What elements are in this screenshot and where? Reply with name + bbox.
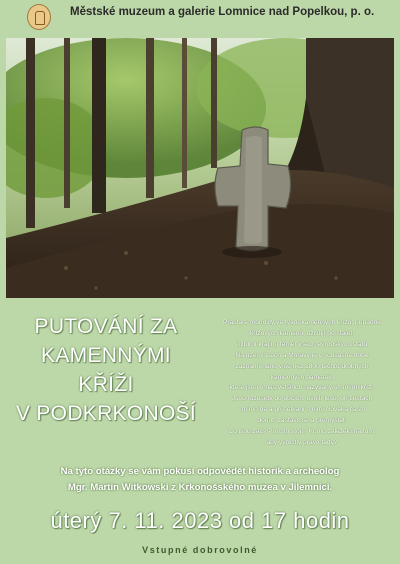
intro-line: donutí zastavit se a přemýšlet: <box>257 417 347 425</box>
header <box>0 0 400 36</box>
institution-name: Městské muzeum a galerie Lomnice nad Popelkou, p. o. <box>70 6 375 18</box>
intro-line: Jsou rozesety po obcích, uvnitř lesů, při cestách <box>231 395 373 403</box>
intro-line: zaznamenáno více než 2800 těchto drobných <box>235 362 369 370</box>
intro-line: aby vyrostly právě tady? <box>266 438 338 446</box>
title-line: KAMENNÝMI <box>41 344 171 367</box>
title-line: V PODKRKONOŠÍ <box>15 402 197 425</box>
forest-stone-cross-photo <box>6 38 394 298</box>
admission-note: Vstupné dobrovolné <box>142 545 258 555</box>
speaker-line: Na tyto otázky se vám pokusí odpovědět historik a archeolog <box>60 466 340 477</box>
intro-line: křížových kamenů, oživují po staletí <box>249 329 355 337</box>
intro-line: Prastaré monolity ve tvaru kamenných křížů, případně <box>223 319 381 326</box>
intro-line: Co jsou zač? Proč tu stojí? Komu záleželo na tom, <box>228 428 376 436</box>
intro-text <box>206 318 398 449</box>
intro-line: Na území Čech a Moravy je v současné době <box>235 351 369 359</box>
event-date: úterý 7. 11. 2023 od 17 hodin <box>50 508 350 533</box>
title-line: PUTOVÁNÍ ZA <box>34 315 178 338</box>
museum-crest-icon <box>27 4 51 30</box>
speaker-info <box>0 464 400 496</box>
intro-line: i mimo ně a při setkání s nimi člověka často <box>238 406 366 414</box>
intro-line: kamenných památek, <box>270 373 334 381</box>
intro-line: které jsou u nás většinou nazývány smírčími kříži. <box>229 384 375 392</box>
event-title <box>6 312 206 428</box>
title-line: KŘÍŽI <box>78 373 134 396</box>
intro-line: kulturní krajinu téměř všech evropských států. <box>235 340 369 348</box>
speaker-line: Mgr. Martin Witkowski z Krkonošského muzea v Jilemnici. <box>67 482 333 493</box>
